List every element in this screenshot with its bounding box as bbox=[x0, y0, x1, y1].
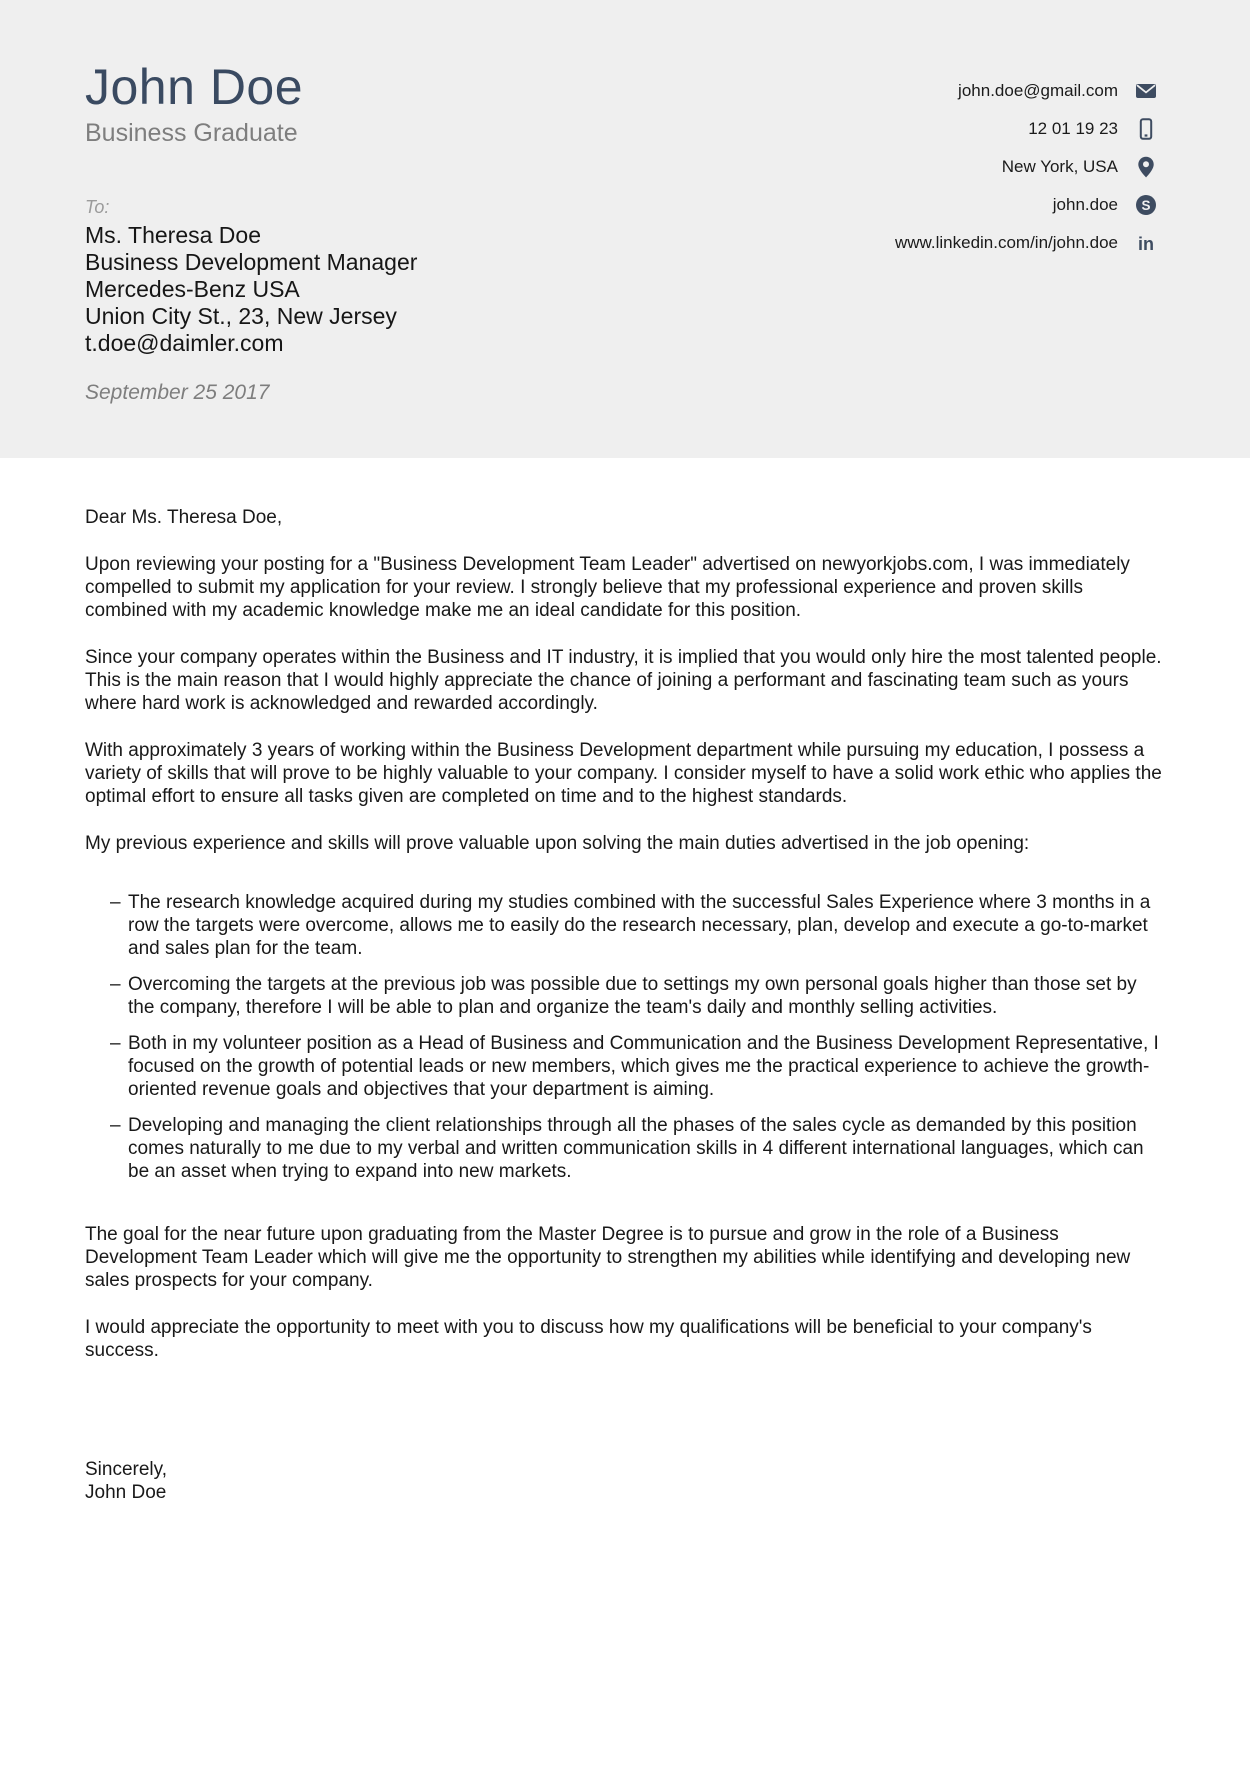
bullet-research-text: The research knowledge acquired during my studies combined with the successful Sales Experience where 3 months in a row the targets were overcome, allows me to easily do the research necessary, plan, develop and execute a go-to-market and sales plan for the team. bbox=[128, 892, 1151, 959]
recipient-address: Union City St., 23, New Jersey bbox=[85, 303, 397, 329]
skills-bullet-list bbox=[85, 891, 1165, 1183]
sender-name: John Doe bbox=[85, 59, 304, 115]
bullet-targets-text: Overcoming the targets at the previous job was possible due to settings my own personal goals higher than those set by the company, therefore I will be able to plan and organize the team's daily and monthly selling activities. bbox=[128, 974, 1137, 1018]
to-label: To: bbox=[85, 197, 110, 217]
paragraph-experience: With approximately 3 years of working within the Business Development department while pursuing my education, I possess a variety of skills that will prove to be highly valuable to your company. I consider myself to have a solid work ethic who applies the optimal effort to ensure all tasks given are completed on time and to the highest standards. bbox=[85, 740, 1162, 807]
recipient-block bbox=[85, 222, 417, 357]
recipient-company: Mercedes-Benz USA bbox=[85, 276, 300, 302]
letter-date: September 25 2017 bbox=[85, 381, 270, 404]
header-left-column bbox=[85, 0, 417, 405]
recipient-email: t.doe@daimler.com bbox=[85, 330, 284, 356]
signoff-block bbox=[85, 1458, 1165, 1504]
signoff-name: John Doe bbox=[85, 1482, 167, 1503]
letter-body bbox=[85, 458, 1165, 1504]
contact-location-value: New York, USA bbox=[1001, 157, 1118, 176]
linkedin-icon bbox=[1135, 232, 1157, 254]
bullet-volunteer-text: Both in my volunteer position as a Head of Business and Communication and the Business Development Representative, I focused on the growth of potential leads or new members, which gives me the practical experience to achieve the growth-oriented revenue goals and objectives that your department is aiming. bbox=[128, 1033, 1159, 1100]
contact-skype-row bbox=[895, 194, 1157, 216]
salutation: Dear Ms. Theresa Doe, bbox=[85, 507, 283, 528]
bullet-dash: – bbox=[110, 892, 121, 913]
contact-linkedin-value: www.linkedin.com/in/john.doe bbox=[894, 233, 1118, 252]
contact-linkedin-row bbox=[895, 232, 1157, 254]
recipient-job-title: Business Development Manager bbox=[85, 249, 418, 275]
paragraph-duties-lead-in: My previous experience and skills will prove valuable upon solving the main duties advertised in the job opening: bbox=[85, 833, 1030, 854]
paragraph-intro: Upon reviewing your posting for a "Business Development Team Leader" advertised on newyorkjobs.com, I was immediately compelled to submit my application for your review. I strongly believe that my professional experience and proven skills combined with my academic knowledge make me an ideal candidate for this position. bbox=[85, 554, 1130, 621]
email-icon bbox=[1135, 80, 1157, 102]
bullet-dash: – bbox=[110, 1115, 121, 1136]
contact-phone-row bbox=[895, 118, 1157, 140]
phone-icon bbox=[1135, 118, 1157, 140]
list-item bbox=[110, 1032, 1165, 1101]
contact-skype-value: john.doe bbox=[1052, 195, 1118, 214]
list-item bbox=[110, 891, 1165, 960]
contact-phone-value: 12 01 19 23 bbox=[1028, 119, 1118, 138]
svg-text:in: in bbox=[1138, 234, 1154, 254]
list-item bbox=[110, 973, 1165, 1019]
paragraph-meeting-request: I would appreciate the opportunity to meet with you to discuss how my qualifications will be beneficial to your company's success. bbox=[85, 1317, 1092, 1361]
letter-header bbox=[0, 0, 1250, 458]
svg-text:S: S bbox=[1141, 197, 1151, 213]
bullet-client-relationships-text: Developing and managing the client relationships through all the phases of the sales cycle as demanded by this position comes naturally to me due to my verbal and written communication skills in 4 different international languages, which can be an asset when trying to expand into new markets. bbox=[128, 1115, 1144, 1182]
sender-title: Business Graduate bbox=[85, 119, 298, 147]
contact-info-list bbox=[895, 80, 1157, 270]
paragraph-company: Since your company operates within the Business and IT industry, it is implied that you would only hire the most talented people. This is the main reason that I would highly appreciate the chance of joining a performant and fascinating team such as yours where hard work is acknowledged and rewarded accordingly. bbox=[85, 647, 1162, 714]
location-icon bbox=[1135, 156, 1157, 178]
contact-email-row bbox=[895, 80, 1157, 102]
contact-location-row bbox=[895, 156, 1157, 178]
bullet-dash: – bbox=[110, 974, 121, 995]
signoff-sincerely: Sincerely, bbox=[85, 1459, 168, 1480]
recipient-name: Ms. Theresa Doe bbox=[85, 222, 261, 248]
paragraph-goal: The goal for the near future upon graduating from the Master Degree is to pursue and grow in the role of a Business Development Team Leader which will give me the opportunity to strengthen my abilities while identifying and developing new sales prospects for your company. bbox=[85, 1224, 1131, 1291]
list-item bbox=[110, 1114, 1165, 1183]
skype-icon bbox=[1135, 194, 1157, 216]
contact-email-value: john.doe@gmail.com bbox=[958, 81, 1118, 100]
bullet-dash: – bbox=[110, 1033, 121, 1054]
